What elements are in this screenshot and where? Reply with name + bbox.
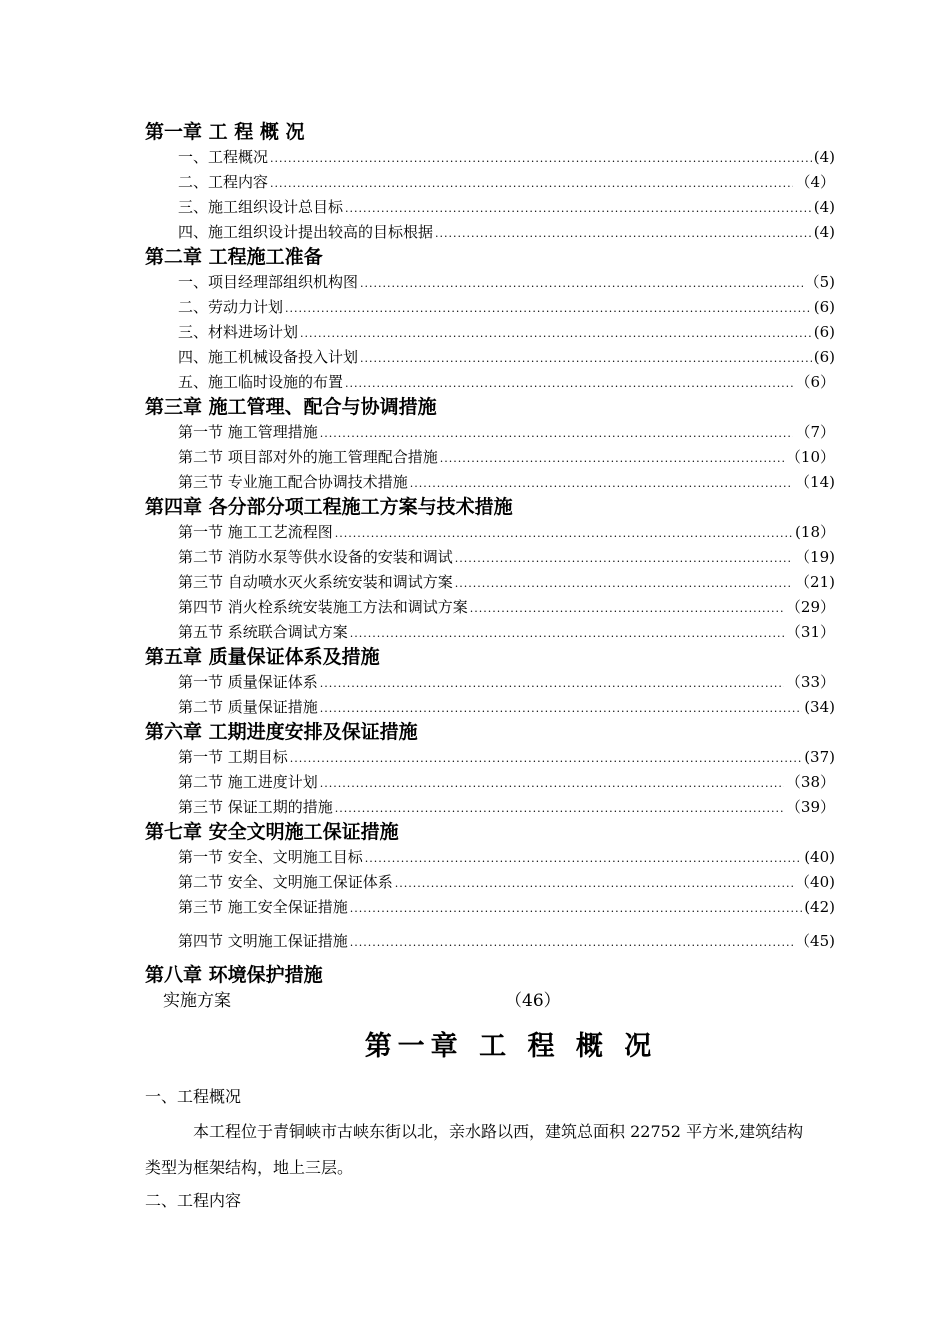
toc-entry-label: 第二节 施工进度计划 (178, 773, 318, 791)
toc-dot-leader (455, 571, 793, 596)
toc-dot-leader (285, 296, 812, 321)
toc-entry-label: 第三节 施工安全保证措施 (178, 898, 348, 916)
toc-entry[interactable] (145, 445, 835, 470)
toc-entry[interactable] (145, 370, 835, 395)
toc-entry-label: 第四节 消火栓系统安装施工方法和调试方案 (178, 598, 468, 616)
toc-entry-page: (42) (804, 898, 835, 916)
toc-chapter-heading: 第六章 工期进度安排及保证措施 (145, 721, 418, 743)
chapter-title: 第一章 工 程 概 况 (364, 1031, 658, 1062)
toc-entry-page: （45) (795, 932, 835, 950)
toc-entry-label: 第二节 质量保证措施 (178, 698, 318, 716)
toc-entry[interactable] (145, 520, 835, 545)
toc-entry-page: (6) (813, 348, 835, 366)
toc-entry-page: （46） (505, 991, 561, 1011)
toc-entry[interactable] (145, 620, 835, 645)
toc-dot-leader (320, 421, 794, 446)
toc-entry[interactable] (145, 895, 835, 920)
toc-entry[interactable] (145, 345, 835, 370)
toc-entry-label: 五、施工临时设施的布置 (178, 373, 344, 391)
toc-entry[interactable] (145, 570, 835, 595)
toc-entry[interactable] (145, 320, 835, 345)
toc-entry-label: 第一节 安全、文明施工目标 (178, 848, 363, 866)
toc-entry-label: 二、工程内容 (178, 173, 269, 191)
toc-dot-leader (300, 321, 812, 346)
toc-entry-page: （39） (785, 798, 835, 816)
toc-dot-leader (360, 271, 803, 296)
toc-dot-leader (335, 796, 784, 821)
toc-entry-page: (40) (804, 848, 835, 866)
toc-entry[interactable] (145, 420, 835, 445)
toc-dot-leader (270, 171, 793, 196)
toc-entry-page: （6） (795, 373, 835, 391)
section-heading-content: 二、工程内容 (145, 1191, 242, 1210)
toc-entry[interactable] (145, 470, 835, 495)
toc-entry-page: （21) (795, 573, 835, 591)
toc-dot-leader (470, 596, 784, 621)
toc-chapter-heading: 第二章 工程施工准备 (145, 246, 323, 268)
toc-entry[interactable] (145, 670, 835, 695)
toc-entry-label: 第五节 系统联合调试方案 (178, 623, 348, 641)
toc-entry-page: (4) (813, 223, 835, 241)
toc-entry[interactable] (145, 695, 835, 720)
toc-entry-label: 第三节 保证工期的措施 (178, 798, 333, 816)
toc-dot-leader (345, 196, 812, 221)
toc-entry-label: 第一节 施工管理措施 (178, 423, 318, 441)
toc-entry-page: (34) (804, 698, 835, 716)
toc-chapter-heading: 第一章 工 程 概 况 (145, 121, 305, 143)
body-paragraph: 本工程位于青铜峡市古峡东街以北，亲水路以西，建筑总面积 22752 平方米,建筑结构类型为框架结构，地上三层。 (145, 1122, 804, 1177)
toc-entry[interactable] (145, 170, 835, 195)
toc-entry-page: (4) (813, 148, 835, 166)
toc-entry[interactable] (145, 595, 835, 620)
toc-entry-page: （31） (785, 623, 835, 641)
toc-entry-label: 第一节 质量保证体系 (178, 673, 318, 691)
toc-entry-page: （10） (785, 448, 835, 466)
toc-entry-label: 第一节 工期目标 (178, 748, 288, 766)
toc-entry[interactable] (145, 870, 835, 895)
toc-dot-leader (350, 930, 793, 955)
toc-entry-page: （5) (804, 273, 835, 291)
toc-dot-leader (270, 146, 812, 171)
toc-dot-leader (455, 546, 793, 571)
toc-entry-label: 第三节 自动喷水灭火系统安装和调试方案 (178, 573, 453, 591)
toc-chapter-heading: 第四章 各分部分项工程施工方案与技术措施 (145, 496, 513, 518)
toc-entry[interactable] (145, 270, 835, 295)
toc-entry-label: 三、施工组织设计总目标 (178, 198, 344, 216)
toc-entry-page: （7） (795, 423, 835, 441)
table-of-contents (145, 120, 835, 1014)
toc-entry-page: （33） (785, 673, 835, 691)
toc-entry[interactable] (145, 195, 835, 220)
toc-entry[interactable] (145, 220, 835, 245)
toc-chapter-heading: 第五章 质量保证体系及措施 (145, 646, 380, 668)
toc-dot-leader (360, 346, 812, 371)
toc-entry-label: 四、施工组织设计提出较高的目标根据 (178, 223, 434, 241)
toc-entry-page: (6) (813, 323, 835, 341)
toc-dot-leader (365, 846, 802, 871)
toc-entry-label: 第二节 安全、文明施工保证体系 (178, 873, 393, 891)
toc-dot-leader (435, 221, 812, 246)
toc-entry-page: （4） (795, 173, 835, 191)
toc-entry-label: 一、项目经理部组织机构图 (178, 273, 359, 291)
toc-dot-leader (350, 621, 784, 646)
toc-entry[interactable] (145, 988, 835, 1014)
toc-entry-page: （40) (795, 873, 835, 891)
toc-entry-page: (37) (804, 748, 835, 766)
toc-entry-label: 实施方案 (163, 991, 231, 1011)
toc-dot-leader (395, 871, 793, 896)
toc-entry-page: （29） (785, 598, 835, 616)
toc-entry-label: 第二节 项目部对外的施工管理配合措施 (178, 448, 438, 466)
section-heading-overview: 一、工程概况 (145, 1087, 242, 1106)
toc-entry[interactable] (145, 795, 835, 820)
toc-entry-label: 第三节 专业施工配合协调技术措施 (178, 473, 408, 491)
toc-entry[interactable] (145, 745, 835, 770)
toc-entry[interactable] (145, 845, 835, 870)
toc-entry[interactable] (145, 295, 835, 320)
toc-dot-leader (345, 371, 793, 396)
toc-entry-page: （14) (795, 473, 835, 491)
toc-dot-leader (440, 446, 784, 471)
toc-entry[interactable] (145, 770, 835, 795)
toc-entry-page: (18） (795, 523, 835, 541)
toc-entry[interactable] (145, 145, 835, 170)
toc-chapter-heading: 第七章 安全文明施工保证措施 (145, 821, 399, 843)
toc-dot-leader (410, 471, 793, 496)
toc-entry-label: 第一节 施工工艺流程图 (178, 523, 333, 541)
toc-entry-label: 二、劳动力计划 (178, 298, 284, 316)
toc-entry[interactable] (145, 545, 835, 570)
toc-dot-leader (290, 746, 802, 771)
toc-dot-leader (320, 771, 784, 796)
toc-dot-leader (335, 521, 793, 546)
toc-dot-leader (350, 896, 802, 921)
toc-dot-leader (320, 696, 802, 721)
toc-entry-label: 第二节 消防水泵等供水设备的安装和调试 (178, 548, 453, 566)
toc-entry[interactable] (145, 929, 835, 954)
toc-chapter-heading: 第三章 施工管理、配合与协调措施 (145, 396, 437, 418)
toc-entry-page: （19) (795, 548, 835, 566)
toc-entry-label: 四、施工机械设备投入计划 (178, 348, 359, 366)
toc-entry-label: 第四节 文明施工保证措施 (178, 932, 348, 950)
toc-entry-page: （38） (785, 773, 835, 791)
toc-entry-page: (6) (813, 298, 835, 316)
toc-chapter-heading: 第八章 环境保护措施 (145, 964, 323, 986)
toc-entry-label: 一、工程概况 (178, 148, 269, 166)
toc-dot-leader (320, 671, 784, 696)
toc-entry-label: 三、材料进场计划 (178, 323, 299, 341)
toc-entry-page: (4) (813, 198, 835, 216)
